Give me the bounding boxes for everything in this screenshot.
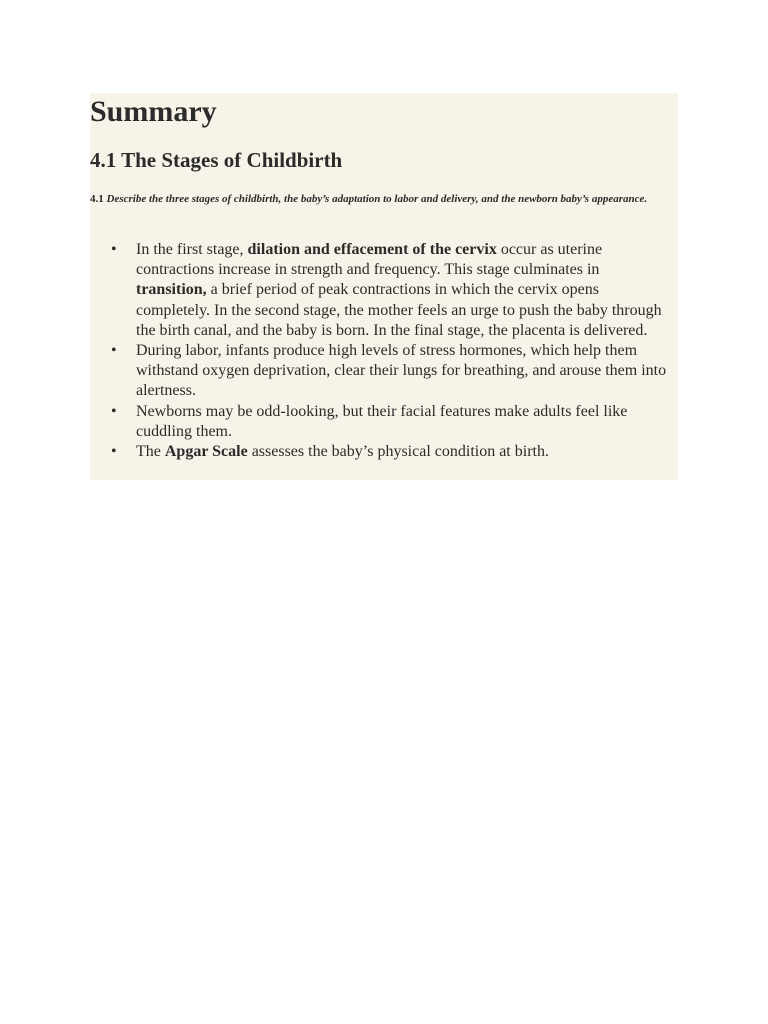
bullet-item-apgar bbox=[90, 442, 678, 462]
learning-objective bbox=[90, 192, 670, 207]
section-heading: 4.1 The Stages of Childbirth bbox=[90, 148, 343, 172]
bullet-text: occur as uterine contractions increase in strength and frequency. This stage culminates in bbox=[136, 241, 603, 279]
bullet-text: During labor, infants produce high levels of stress hormones, which help them withstand oxygen deprivation, clear their lungs for breathing, and arouse them into alertness. bbox=[136, 342, 667, 400]
bullet-text: a brief period of peak contractions in which the cervix opens completely. In the second stage, the mother feels an urge to push the baby through the birth canal, and the baby is born. In the final stage, the placenta is delivered. bbox=[136, 281, 662, 339]
objective-number: 4.1 bbox=[90, 193, 104, 205]
summary-box bbox=[90, 93, 678, 480]
summary-bullet-list bbox=[90, 240, 678, 462]
bullet-text: assesses the baby’s physical condition at birth. bbox=[247, 443, 549, 461]
bullet-text: Newborns may be odd-looking, but their facial features make adults feel like cuddling them. bbox=[136, 402, 628, 440]
bullet-dot: • bbox=[111, 402, 117, 420]
objective-description: Describe the three stages of childbirth, the baby’s adaptation to labor and delivery, and the newborn baby’s appearance. bbox=[106, 193, 648, 205]
bullet-item-labor bbox=[90, 341, 678, 402]
bullet-text: In the first stage, bbox=[136, 241, 248, 258]
bullet-key-term: dilation and effacement of the cervix bbox=[247, 241, 497, 258]
bullet-dot: • bbox=[111, 443, 117, 461]
summary-title: Summary bbox=[90, 95, 217, 128]
bullet-dot: • bbox=[111, 241, 117, 258]
bullet-key-term: Apgar Scale bbox=[164, 443, 248, 461]
bullet-item-stages bbox=[90, 240, 678, 341]
bullet-key-term: transition, bbox=[136, 281, 207, 299]
bullet-item-newborns bbox=[90, 402, 678, 442]
bullet-text: The bbox=[136, 443, 165, 461]
bullet-dot: • bbox=[111, 342, 117, 360]
